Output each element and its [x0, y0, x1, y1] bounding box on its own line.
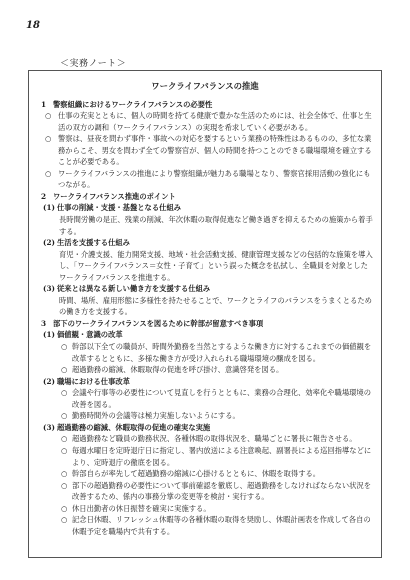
circle-bullet-icon: ○	[61, 445, 68, 455]
subsection-number: (1)	[43, 330, 55, 340]
content-box	[28, 70, 382, 558]
circle-bullet-icon: ○	[61, 480, 68, 490]
subsection-heading	[43, 237, 373, 249]
circle-bullet-icon: ○	[61, 503, 68, 513]
paragraph: 育児・介護支援、能力開発支援、地域・社会活動支援、健康管理支援などの包括的な施策を導入し、「ワークライフバランス＝女性・子育て」という誤った概念を払拭し、全職員を対象としたワークライフバランスを推進する。	[59, 249, 373, 282]
section-number: 3	[41, 318, 47, 328]
subsection-number: (2)	[43, 376, 55, 386]
section-number: 2	[41, 191, 47, 201]
bullet-text: 毎週水曜日を定時退庁日に指定し、署内放送による注意喚起、副署長による巡回指導などにより、定時退庁の徹底を図る。	[72, 445, 372, 467]
paragraph: 時間、場所、雇用形態に多様性を持たせることで、ワークとライフのバランスをうまくとるための働き方を支援する。	[59, 295, 372, 317]
subsection-title: 生活を支援する仕組み	[57, 238, 130, 248]
bullet-item	[61, 364, 373, 376]
subsection-number: (2)	[43, 238, 55, 248]
subsection-heading	[43, 202, 373, 214]
section-title: 部下のワークライフバランスを図るために幹部が留意すべき事項	[53, 318, 264, 328]
bullet-text: ワークライフバランスの推進により警察組織が魅力ある職場となり、警察官採用活動の強化にもつながる。	[58, 168, 371, 190]
bullet-text: 警察は、昼夜を問わず事件・事故への対応を要するという業務の特殊性はあるものの、多忙な業務からこそ、男女を問わず全ての警察官が、個人の時間を持つことのできる職場環境を確立することが必要である。	[58, 134, 372, 167]
page-number: 18	[26, 20, 40, 31]
subsection-title: 職場における仕事改革	[57, 376, 130, 386]
subsection-title: 従来とは異なる新しい働き方を支援する仕組み	[57, 284, 211, 294]
circle-bullet-icon: ○	[61, 342, 68, 352]
section-1-heading	[41, 99, 373, 111]
circle-bullet-icon: ○	[61, 365, 68, 375]
bullet-text: 超過勤務など職員の勤務状況、各種休暇の取得状況を、職場ごとに署長に報告させる。	[72, 434, 357, 444]
bullet-text: 仕事の充実とともに、個人の時間を持てる健康で豊かな生活のためには、社会全体で、仕事と生活の双方の調和（ワークライフバランス）の実現を希求していく必要がある。	[58, 111, 372, 132]
bullet-item	[61, 445, 373, 468]
bullet-item	[61, 480, 373, 503]
subsection-heading	[43, 422, 373, 434]
document-title: ワークライフバランスの推進	[151, 81, 259, 91]
subsection-heading	[43, 376, 373, 388]
section-number: 1	[41, 99, 47, 109]
bullet-text: 超過勤務の縮減、休暇取得の促進を呼び掛け、意識啓発を図る。	[72, 365, 284, 375]
bullet-text: 会議や行事等の必要性について見直しを行うとともに、業務の合理化、効率化や職場環境の改善を図る。	[72, 388, 372, 409]
subsection-number: (1)	[43, 203, 55, 213]
subsection-heading	[43, 283, 373, 295]
bullet-text: 部下の超過勤務の必要性について事前確認を徹底し、超過勤務をしなければならない状況を改善するため、係内の事務分掌の変更等を検討・実行する。	[72, 480, 372, 502]
circle-bullet-icon: ○	[61, 411, 68, 421]
bullet-text: 幹部自らが率先して超過勤務の縮減に心掛けるとともに、休暇を取得する。	[72, 469, 321, 479]
circle-bullet-icon: ○	[45, 168, 52, 178]
subsection-heading	[43, 329, 373, 341]
bullet-item	[61, 433, 373, 445]
bullet-item	[61, 341, 373, 364]
circle-bullet-icon: ○	[61, 388, 68, 398]
subsection-title: 超過勤務の縮減、休暇取得の促進の確実な実施	[57, 422, 211, 432]
subsection-title: 仕事の削減・支援・基盤となる仕組み	[57, 203, 182, 213]
bullet-text: 勤務時間外の会議等は極力実施しないようにする。	[72, 411, 240, 421]
circle-bullet-icon: ○	[45, 134, 52, 144]
bullet-item	[61, 468, 373, 480]
subsection-number: (3)	[43, 422, 55, 432]
circle-bullet-icon: ○	[61, 434, 68, 444]
circle-bullet-icon: ○	[61, 469, 68, 479]
subsection-number: (3)	[43, 284, 55, 294]
note-label: ＜実務ノート＞	[60, 59, 127, 69]
paragraph: 長時間労働の是正、残業の削減、年次休暇の取得促進など働き過ぎを抑えるための施策から着手する。	[59, 215, 373, 236]
section-title: ワークライフバランス推進のポイント	[53, 191, 176, 201]
bullet-item	[45, 133, 373, 168]
section-3-heading	[41, 318, 373, 330]
bullet-item	[45, 168, 373, 191]
bullet-text: 休日出勤者の休日振替を確実に実施する。	[72, 503, 211, 513]
bullet-item	[61, 387, 373, 410]
bullet-text: 記念日休暇、リフレッシュ休暇等の各種休暇の取得を奨励し、休暇計画表を作成して各自の休暇予定を職場内で共有する。	[72, 515, 371, 536]
section-2-heading	[41, 191, 373, 203]
circle-bullet-icon: ○	[45, 111, 52, 121]
bullet-item	[61, 410, 373, 422]
section-title: 警察組織におけるワークライフバランスの必要性	[53, 99, 213, 109]
bullet-item	[61, 514, 373, 537]
bullet-item	[61, 503, 373, 515]
subsection-title: 価値観・意識の改革	[57, 330, 123, 340]
bullet-item	[45, 110, 373, 133]
circle-bullet-icon: ○	[61, 515, 68, 525]
bullet-text: 幹部以下全ての職員が、時間外勤務を当然とするような働き方に対するこれまでの価値観を改革するとともに、多様な働き方が受け入れられる職場環境の醸成を図る。	[72, 342, 372, 363]
